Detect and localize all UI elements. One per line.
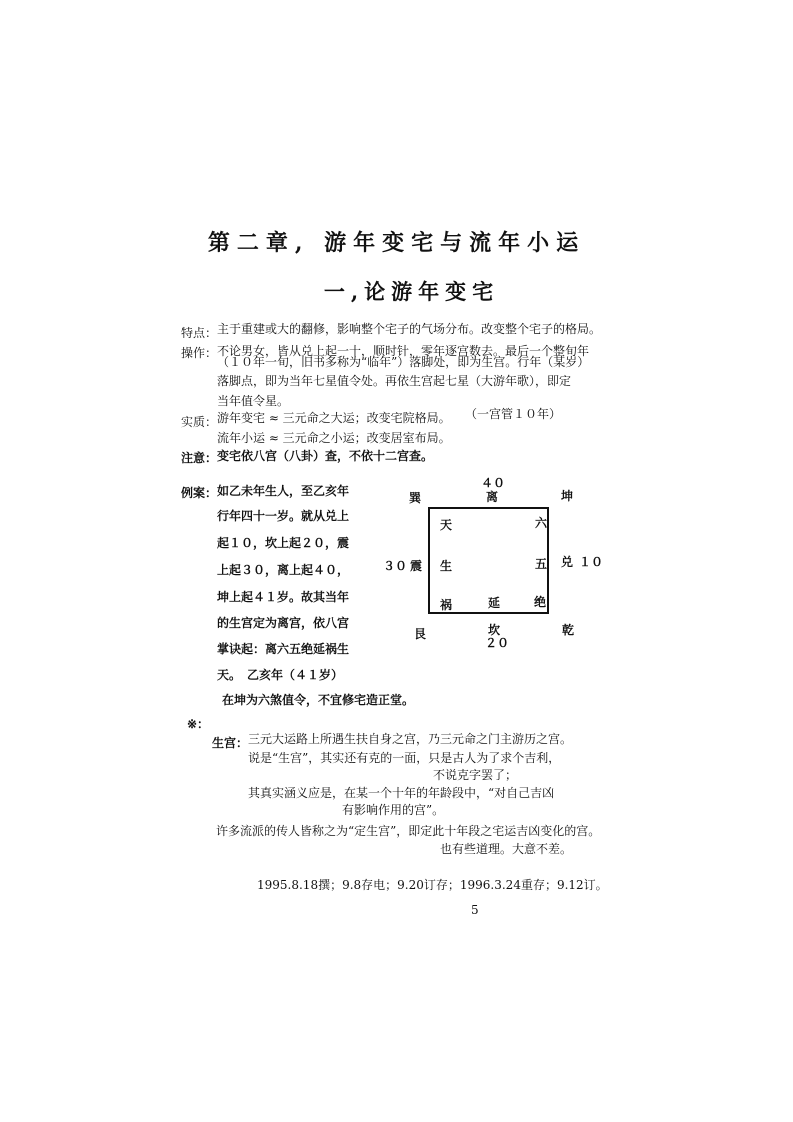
example-label: 例案： <box>181 486 218 500</box>
diagram-left-palace: 震 <box>410 559 423 573</box>
remark-mark: ※： <box>187 717 210 731</box>
diagram-top-right: 坤 <box>561 489 574 503</box>
diagram-inner-bottom-mid: 延 <box>488 596 501 610</box>
diagram-inner-mid-right: 五 <box>535 557 548 571</box>
operation-line-3: 落脚点，即为当年七星值令处。再依生宫起七星（大游年歌），即定 <box>217 374 572 388</box>
essence-label: 实质： <box>181 415 218 429</box>
chapter-title: 第二章, 游年变宅与流年小运 <box>207 230 586 256</box>
essence-line-1-note: （一宫管１０年） <box>465 407 562 421</box>
diagram-top-palace: 离 <box>486 490 499 504</box>
diagram-inner-bottom-right: 绝 <box>534 595 547 609</box>
remark-line-4: 其真实涵义应是，在某一个十年的年龄段中，“对自己吉凶 <box>248 786 555 800</box>
diagram-top-left: 巽 <box>409 491 422 505</box>
note-label: 注意： <box>181 451 218 465</box>
diagram-right-number: １０ <box>579 555 604 569</box>
diagram-bottom-number: ２０ <box>485 636 510 650</box>
operation-line-1: 不论男女，皆从兑上起一十，顺时针，零年逐宫数去。最后一个整旬年 <box>217 344 590 358</box>
note-text: 变宅依八宫（八卦）查，不依十二宫查。 <box>217 449 434 463</box>
example-line-3: 起１０，坎上起２０，震 <box>217 536 350 550</box>
diagram-top-number: ４０ <box>481 476 506 490</box>
example-line-8: 天。 乙亥年（４１岁） <box>217 668 344 682</box>
example-line-6: 的生宫定为离宫，依八宫 <box>217 616 350 630</box>
diagram-inner-top-right: 六 <box>535 516 548 530</box>
diagram-bottom-left: 艮 <box>414 627 427 641</box>
example-line-2: 行年四十一岁。就从兑上 <box>217 509 350 523</box>
example-line-1: 如乙未年生人，至乙亥年 <box>217 484 350 498</box>
operation-label: 操作： <box>181 346 218 360</box>
example-line-7: 掌诀起：离六五绝延祸生 <box>217 642 350 656</box>
diagram-bottom-right: 乾 <box>562 623 575 637</box>
operation-line-4: 当年值令星。 <box>217 394 290 408</box>
operation-line-2: （１０年一旬，旧书多称为“临年”）落脚处，即为生宫。行年（某岁） <box>217 355 590 369</box>
section-title: 一,论游年变宅 <box>323 279 500 304</box>
remark-line-2: 说是“生宫”，其实还有克的一面，只是古人为了求个吉利， <box>248 751 561 765</box>
essence-line-2: 流年小运 ≈ 三元命之小运；改变居室布局。 <box>217 431 451 445</box>
diagram-left-number: ３０ <box>383 559 408 573</box>
example-conclusion: 在坤为六煞值令，不宜修宅造正堂。 <box>222 693 415 707</box>
remark-line-5: 有影响作用的宫”。 <box>342 803 445 817</box>
diagram-inner-top-left: 天 <box>440 518 453 532</box>
remark-line-3: 不说克字罢了； <box>433 768 518 782</box>
diagram-inner-bottom-left: 祸 <box>440 598 453 612</box>
example-line-5: 坤上起４１岁。故其当年 <box>217 590 350 604</box>
footer-dates: 1995.8.18撰；9.8存电；9.20订存；1996.3.24重存；9.12订。 <box>257 878 608 892</box>
features-text: 主于重建或大的翻修，影响整个宅子的气场分布。改变整个宅子的格局。 <box>217 322 602 336</box>
essence-line-1: 游年变宅 ≈ 三元命之大运；改变宅院格局。 <box>217 411 451 425</box>
remark-line-7: 也有些道理。大意不差。 <box>440 842 573 856</box>
diagram-bottom-palace: 坎 <box>488 623 501 637</box>
remark-line-6: 许多流派的传人皆称之为“定生宫”，即定此十年段之宅运吉凶变化的宫。 <box>216 824 601 838</box>
features-label: 特点： <box>181 326 218 340</box>
diagram-inner-mid-left: 生 <box>440 559 453 573</box>
example-line-4: 上起３０，离上起４０， <box>217 563 350 577</box>
remark-line-1: 三元大运路上所遇生扶自身之宫，乃三元命之门主游历之宫。 <box>248 732 573 746</box>
remark-label: 生宫： <box>212 736 249 750</box>
page-number: 5 <box>471 903 479 917</box>
diagram-right-palace: 兑 <box>561 555 574 569</box>
